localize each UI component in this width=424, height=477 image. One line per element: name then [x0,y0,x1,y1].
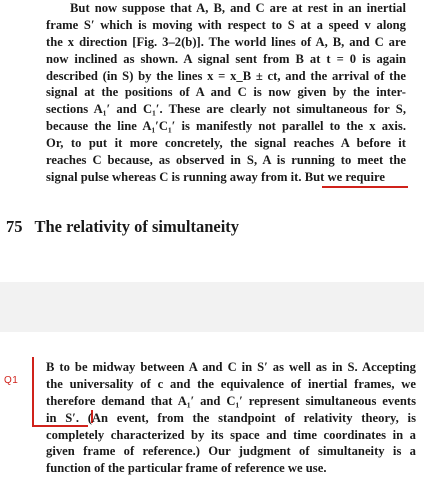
text-line: the x direction [Fig. 3–2(b)]. The world lines of A, B, and C are [46,34,406,49]
text-line: completely characterized by its space and time coordinates in a [46,427,416,442]
page-number: 75 [6,217,23,236]
text-line: function of the particular frame of reference we use. [46,461,327,476]
text-line: therefore demand that A₁′ and C₁′ represent simultaneous events [46,393,416,408]
section-heading [6,217,239,237]
text-line: signal pulse whereas C is running away from it. But we require [46,169,385,184]
text-line: sections A₁′ and C₁′. These are clearly not simultaneous for S, [46,102,406,117]
text-line: because the line A₁′C₁′ is manifestly not parallel to the x axis. [46,119,406,134]
page-gap [0,282,424,332]
text-line: frame S′ which is moving with respect to S at a speed v along [46,17,406,32]
top-paragraph [46,0,406,186]
text-line: described (in S) by the lines x = x_B ± ct, and the arrival of the [46,68,406,83]
text-line: B to be midway between A and C in S′ as well as in S. Accepting [46,360,416,374]
text-line: now inclined as shown. A signal sent from B at t = 0 is again [46,51,406,66]
text-line: But now suppose that A, B, and C are at rest in an inertial [70,1,406,15]
text-line: in S′. (An event, from the standpoint of relativity theory, is [46,410,416,425]
highlight-underline [322,186,408,188]
text-line: reaches C because, as observed in S, A is running to meet the [46,153,406,168]
bottom-paragraph [46,359,416,477]
section-title: The relativity of simultaneity [34,217,240,236]
text-line: signal at the positions of A and C is now given by the inter- [46,85,406,100]
text-line: Or, to put it more concretely, the signal reaches A before it [46,136,406,151]
text-line: given frame of reference.) Our judgment of simultaneity is a [46,444,416,459]
annotation-bracket-vertical [32,357,34,427]
question-label[interactable]: Q1 [4,375,19,386]
text-line: the universality of c and the equivalence of inertial frames, we [46,376,416,391]
